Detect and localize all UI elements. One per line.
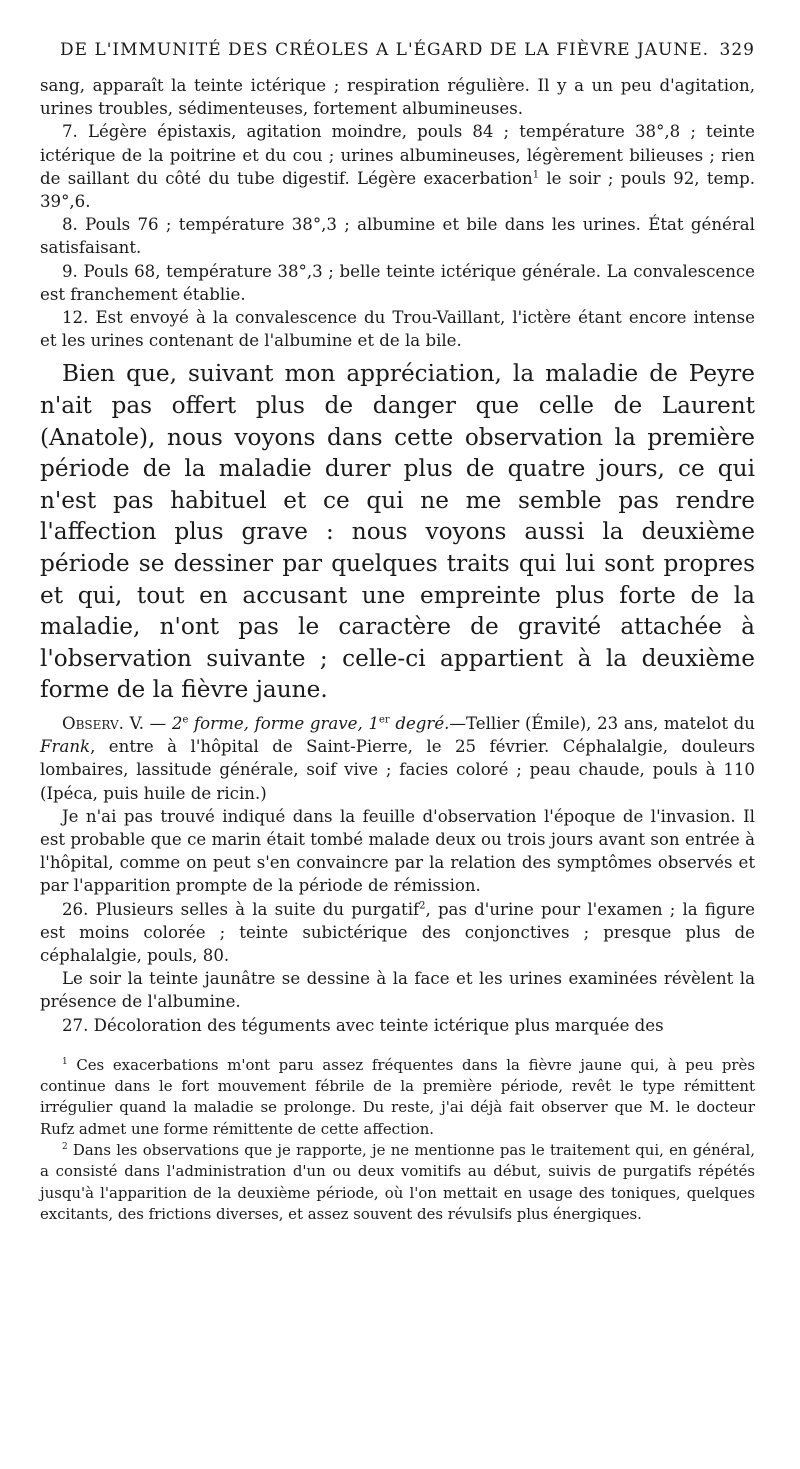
- admission-text: , entre à l'hôpital de Saint-Pierre, le 25 février. Céphalalgie, douleurs lombaires, lassitude générale, soif vive ; facies coloré ; peau chaude, pouls à 110 (Ipéca, puis huile de ricin.): [40, 737, 755, 803]
- form-text: forme, forme grave, 1: [188, 713, 379, 733]
- paragraph-evening: Le soir la teinte jaunâtre se dessine à la face et les urines examinées révèlent la présence de l'albumine.: [40, 969, 755, 1012]
- form-number: 2: [171, 713, 183, 733]
- paragraph-day-7: [40, 120, 755, 213]
- paragraph-sang: sang, apparaît la teinte ictérique ; respiration régulière. Il y a un peu d'agitation, urines troubles, sédimenteuses, fortement albumineuses.: [40, 76, 755, 119]
- degree-sup: er: [379, 714, 390, 726]
- observation-v: [40, 712, 755, 1037]
- footnote-1-mark: 1: [62, 1056, 68, 1067]
- page-number: 329: [719, 40, 755, 60]
- footnote-ref-2: 2: [419, 900, 426, 912]
- footnote-2-text: Dans les observations que je rapporte, je ne mentionne pas le traitement qui, en général, a consisté dans l'administration d'un ou deux vomitifs au début, suivis de purgatifs répétés jusqu'à l'apparition de la deuxième période, où l'on mettait en usage des toniques, quelques excitants, des frictions diverses, et assez souvent des révulsifs plus énergiques.: [40, 1141, 755, 1223]
- footnote-1: [40, 1055, 755, 1140]
- patient-intro: —Tellier (Émile), 23 ans, matelot du: [449, 713, 755, 733]
- observation-v-heading: [40, 712, 755, 805]
- document-page: [40, 40, 755, 1225]
- ship-name: Frank: [40, 737, 91, 757]
- paragraph-day-9: 9. Pouls 68, température 38°,3 ; belle teinte ictérique générale. La convalescence est franchement établie.: [40, 261, 755, 304]
- running-title: DE L'IMMUNITÉ DES CRÉOLES A L'ÉGARD DE LA FIÈVRE JAUNE.: [60, 40, 710, 60]
- day-26-text-end: , pas d'urine pour l'examen ; la figure est moins colorée ; teinte subictérique des conjonctives ; presque plus de céphalalgie, pouls, 80.: [40, 899, 755, 965]
- form-number-sup: e: [182, 714, 189, 726]
- footnote-2: [40, 1140, 755, 1225]
- day-26-text: 26. Plusieurs selles à la suite du purgatif: [62, 899, 420, 919]
- paragraph-day-26: [40, 898, 755, 968]
- running-head: [60, 40, 755, 60]
- footnotes: [40, 1055, 755, 1225]
- observation-dash: —: [143, 713, 172, 733]
- day-7-text-end: le soir ; pouls 92, temp. 39°,6.: [40, 168, 755, 212]
- paragraph-invasion: Je n'ai pas trouvé indiqué dans la feuille d'observation l'époque de l'invasion. Il est probable que ce marin était tombé malade deux ou trois jours avant son entrée à l'hôpital, comme on peut s'en convaincre par la relation des symptômes observés et par l'apparition prompte de la période de rémission.: [40, 806, 755, 896]
- degree-text: degré.: [389, 713, 450, 733]
- observation-tail: [40, 74, 755, 352]
- footnote-ref-1: 1: [532, 169, 540, 181]
- footnote-2-mark: 2: [62, 1142, 68, 1153]
- footnote-1-text: Ces exacerbations m'ont paru assez fréquentes dans la fièvre jaune qui, à peu près continue dans le fort mouvement fébrile de la première période, revêt le type rémittent irrégulier quand la maladie se prolonge. Du reste, j'ai déjà fait observer que M. le docteur Rufz admet une forme rémittente de cette affection.: [40, 1055, 755, 1138]
- paragraph-day-12: 12. Est envoyé à la convalescence du Trou-Vaillant, l'ictère étant encore intense et les urines contenant de l'albumine et de la bile.: [40, 308, 755, 351]
- day-7-text: 7. Légère épistaxis, agitation moindre, pouls 84 ; température 38°,8 ; teinte ictérique de la poitrine et du cou ; urines albumineuses, légèrement bilieuses ; rien de saillant du côté du tube digestif. Légère exacerbation: [40, 122, 755, 188]
- commentary-paragraph: Bien que, suivant mon appréciation, la maladie de Peyre n'ait pas offert plus de danger que celle de Laurent (Anatole), nous voyons dans cette observation la première période de la maladie durer plus de quatre jours, ce qui n'est pas habituel et ce qui ne me semble pas rendre l'affection plus grave : nous voyons aussi la deuxième période se dessiner par quelques traits qui lui sont propres et qui, tout en accusant une empreinte plus forte de la maladie, n'ont pas le caractère de gravité attachée à l'observation suivante ; celle-ci appartient à la deuxième forme de la fièvre jaune.: [40, 360, 755, 704]
- paragraph-day-8: 8. Pouls 76 ; température 38°,3 ; albumine et bile dans les urines. État général satisfaisant.: [40, 215, 755, 258]
- observation-label: Observ. V.: [62, 713, 144, 733]
- paragraph-day-27: 27. Décoloration des téguments avec teinte ictérique plus marquée des: [62, 1015, 664, 1035]
